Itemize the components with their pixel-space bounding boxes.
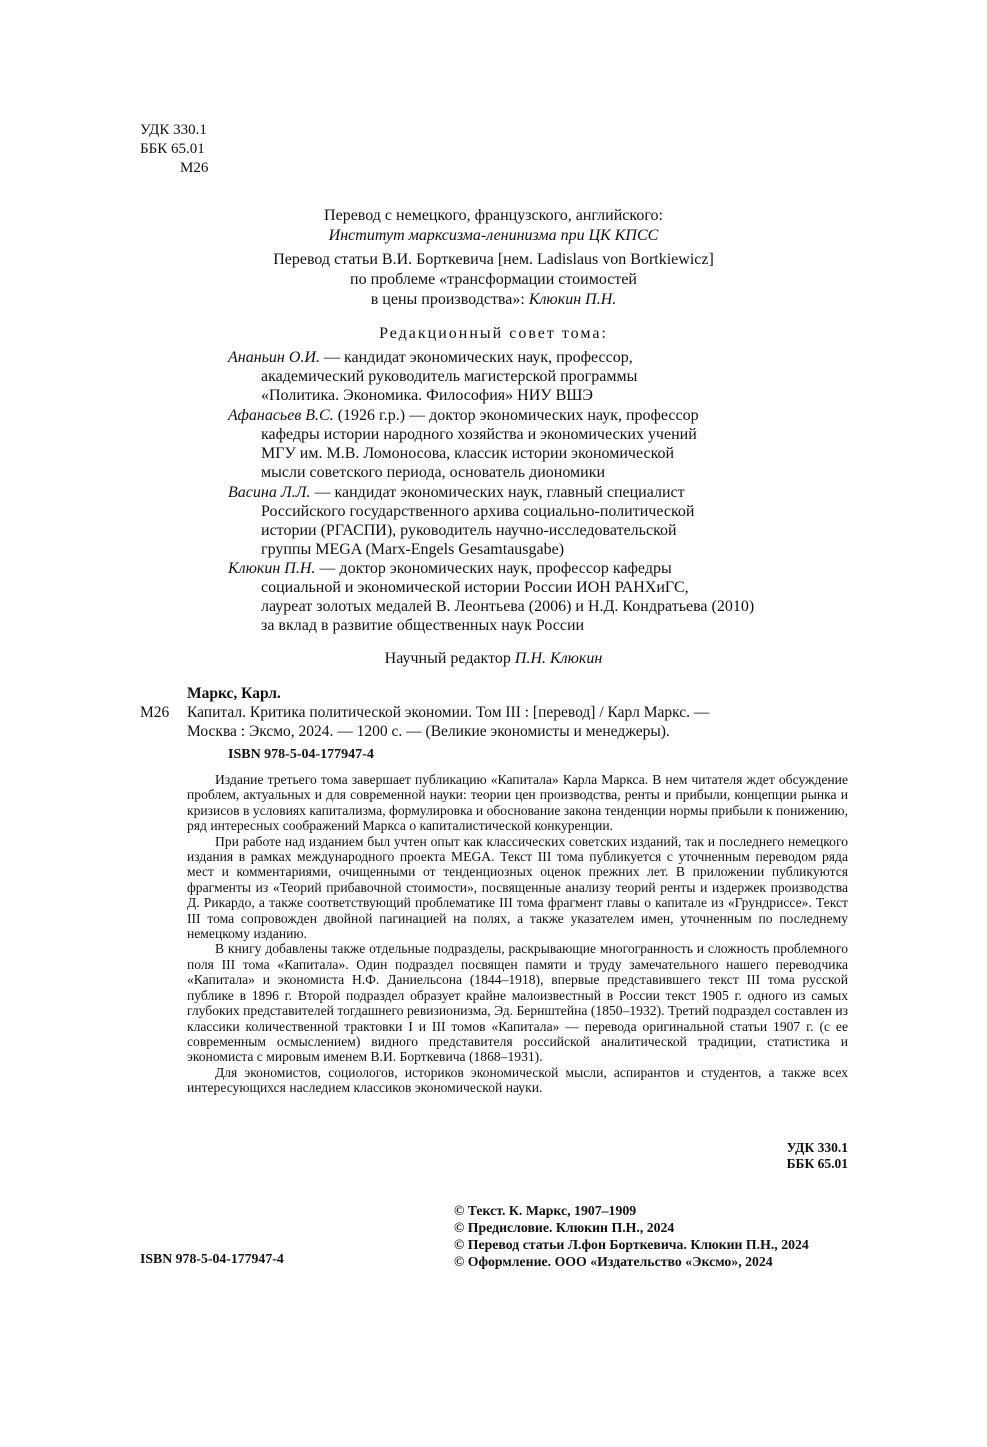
council-member <box>228 406 699 482</box>
council-member <box>228 483 694 559</box>
member-desc-line: истории (РГАСПИ), руководитель научно-исследовательской <box>261 522 677 539</box>
annotation <box>187 772 848 1096</box>
member-desc-line: за вклад в развитие общественных наук России <box>261 617 585 634</box>
bbk-bottom: ББК 65.01 <box>786 1156 848 1171</box>
bib-author: Маркс, Карл. <box>187 685 281 702</box>
annotation-paragraph: При работе над изданием был учтен опыт как классических советских изданий, так и последнего немецкого издания в рамках международного проекта MEGA. Текст III тома публикуется с уточненным переводом ряда мест и комментариями, очищенными от тенденциозных оценок прежних лет. В приложении публикуются фрагменты из «Теорий прибавочной стоимости», посвященные анализу теорий ренты и издержек производства Д. Рикардо, а также соответствующий проблематике III тома фрагмент главы о капитале из «Грундриссе». Текст III тома сопровожден двойной пагинацией на полях, а также указателем имен, уточненным по последнему немецкому изданию. <box>187 833 848 942</box>
udk-bottom: УДК 330.1 <box>786 1140 848 1155</box>
member-name: Афанасьев В.С. <box>228 407 334 424</box>
member-desc-line: группы MEGA (Marx-Engels Gesamtausgabe) <box>261 541 565 558</box>
council-member <box>228 559 754 635</box>
member-name: Васина Л.Л. <box>228 484 311 501</box>
index-bottom <box>787 1140 848 1172</box>
member-desc-line: лауреат золотых медалей В. Леонтьева (2006) и Н.Д. Кондратьева (2010) <box>261 598 755 615</box>
member-desc-line: академический руководитель магистерской программы <box>261 368 638 385</box>
member-desc: (1926 г.р.) — доктор экономических наук, профессор <box>333 407 699 424</box>
copyright-line: © Перевод статьи Л.фон Борткевича. Клюкин П.Н., 2024 <box>454 1237 809 1252</box>
bib-sign: М26 <box>140 704 170 721</box>
council-member <box>228 348 637 405</box>
member-desc-line: мысли советского периода, основатель диономики <box>261 464 606 481</box>
copyright-block <box>454 1202 809 1270</box>
translation-line-5-text: в цены производства»: <box>370 291 525 308</box>
author-sign: М26 <box>180 160 209 176</box>
council-title: Редакционный совет тома: <box>379 325 608 342</box>
bbk-code: ББК 65.01 <box>140 141 205 157</box>
member-desc: — кандидат экономических наук, главный специалист <box>310 484 685 501</box>
translator-name: Клюкин П.Н. <box>528 291 617 308</box>
translation-credits <box>140 206 847 310</box>
translation-line-1: Перевод с немецкого, французского, английского: <box>324 207 663 224</box>
translation-line-4: по проблеме «трансформации стоимостей <box>350 271 637 288</box>
annotation-paragraph: В книгу добавлены также отдельные подразделы, раскрывающие многогранность и сложность проблемного поля III тома «Капитала». Один подраздел посвящен памяти и труду замечательного нашего переводчика «Капитала» и экономиста Н.Ф. Даниельсона (1844–1918), впервые представившего текст III тома русской публике в 1896 г. Второй подраздел образует крайне малоизвестный в России текст 1905 г. одного из самых глубоких представителей тогдашнего ревизионизма, Эд. Бернштейна (1850–1932). Третий подраздел составлен из классики количественной трактовки I и III томов «Капитала» — перевода оригинальной статьи 1907 г. (с ее современным осмыслением) видного представителя российской аналитической традиции, статистика и экономиста с мировым именем В.И. Борткевича (1868–1931). <box>187 941 848 1065</box>
member-desc-line: Российского государственного архива социально-политической <box>261 503 695 520</box>
translation-line-2: Институт марксизма-ленинизма при ЦК КПСС <box>328 227 659 244</box>
scientific-editor <box>140 649 847 669</box>
udk-code: УДК 330.1 <box>140 122 207 138</box>
annotation-paragraph: Для экономистов, социологов, историков экономической мысли, аспирантов и студентов, а также всех интересующихся наследием классиков экономической науки. <box>187 1064 848 1096</box>
member-desc: — доктор экономических наук, профессор кафедры <box>315 560 672 577</box>
editor-label: Научный редактор <box>384 650 511 667</box>
member-desc: — кандидат экономических наук, профессор, <box>319 349 633 366</box>
bib-isbn: ISBN 978-5-04-177947-4 <box>228 747 374 762</box>
member-desc-line: МГУ им. М.В. Ломоносова, классик истории экономической <box>261 445 675 462</box>
isbn-bottom: ISBN 978-5-04-177947-4 <box>140 1251 284 1266</box>
bib-title-line-2: Москва : Эксмо, 2024. — 1200 с. — (Великие экономисты и менеджеры). <box>187 723 670 740</box>
member-desc-line: «Политика. Экономика. Философия» НИУ ВШЭ <box>261 387 593 404</box>
bib-title-line-1: Капитал. Критика политической экономии. Том III : [перевод] / Карл Маркс. — <box>187 704 710 721</box>
translation-line-5 <box>140 290 847 310</box>
translation-line-3: Перевод статьи В.И. Борткевича [нем. Ladislaus von Bortkiewicz] <box>273 251 714 268</box>
annotation-paragraph: Издание третьего тома завершает публикацию «Капитала» Карла Маркса. В нем читателя ждет обсуждение проблем, актуальных и для современной науки: теории цен производства, ренты и прибыли, концепции рынка и кризисов в условиях капитализма, формулировка и обоснование закона тенденции нормы прибыли к понижению, ряд интересных соображений Маркса о капиталистической конкуренции. <box>187 772 848 834</box>
copyright-line: © Оформление. ООО «Издательство «Эксмо», 2024 <box>454 1254 773 1269</box>
member-desc-line: социальной и экономической истории России ИОН РАНХиГС, <box>261 579 689 596</box>
copyright-line: © Предисловие. Клюкин П.Н., 2024 <box>454 1220 675 1235</box>
member-name: Клюкин П.Н. <box>228 560 316 577</box>
editor-name: П.Н. Клюкин <box>514 650 603 667</box>
classification-block <box>140 121 208 178</box>
member-name: Ананьин О.И. <box>228 349 320 366</box>
copyright-line: © Текст. К. Маркс, 1907–1909 <box>454 1203 637 1218</box>
member-desc-line: кафедры истории народного хозяйства и экономических учений <box>261 426 697 443</box>
